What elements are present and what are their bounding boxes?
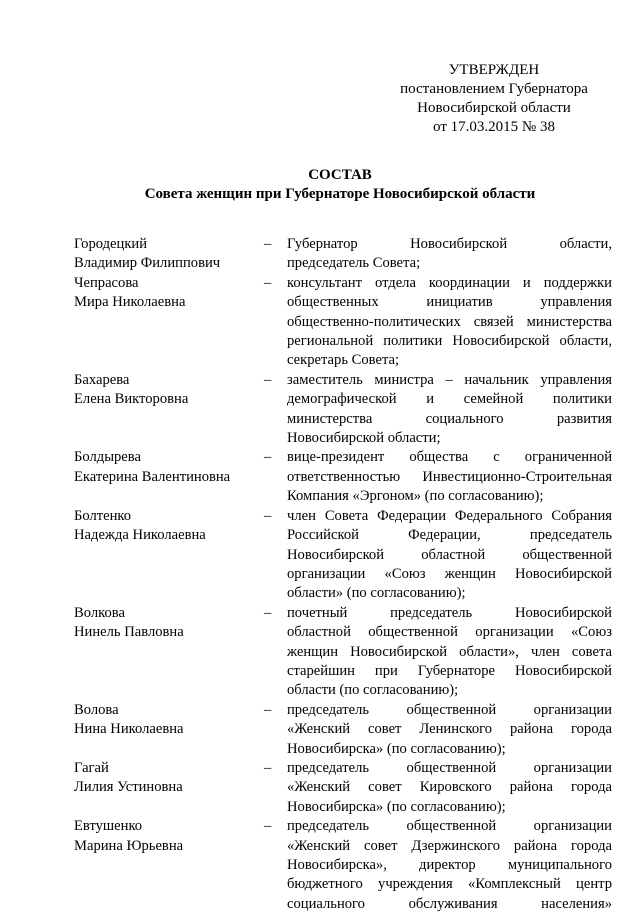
member-row <box>74 235 612 274</box>
member-dash: – <box>264 449 272 466</box>
member-dash: – <box>264 236 272 252</box>
member-role-line: демографической и семейной политики <box>287 391 612 408</box>
document-subtitle: Совета женщин при Губернаторе Новосибирской области <box>144 186 536 202</box>
member-name <box>74 817 264 914</box>
member-role-line: Новосибирской области; <box>287 430 441 447</box>
member-role-line: почетный председатель Новосибирской <box>287 604 612 621</box>
member-row <box>74 371 612 449</box>
member-surname: Болдырева <box>74 449 141 466</box>
member-role <box>287 274 612 371</box>
member-role-line: секретарь Совета; <box>287 352 400 369</box>
member-role-line: Компания «Эргоном» (по согласованию); <box>287 488 544 505</box>
member-role-line: области (по согласованию); <box>287 682 459 699</box>
member-role-line: Новосибирской областной общественной <box>287 546 612 563</box>
member-dash: – <box>264 759 272 776</box>
member-role-line: консультант отдела координации и поддержки <box>287 274 612 291</box>
member-dash: – <box>264 701 272 718</box>
member-role-line: областной общественной организации «Союз <box>287 624 612 641</box>
member-dash: – <box>264 507 272 524</box>
member-role-line: председатель общественной организации <box>287 759 612 776</box>
member-surname: Бахарева <box>74 371 130 388</box>
approval-line: Новосибирской области <box>417 100 571 116</box>
member-role-line: председатель общественной организации <box>287 701 612 718</box>
member-surname: Волкова <box>74 604 125 621</box>
member-role-line: «Женский совет Ленинского района города <box>287 721 612 738</box>
member-row <box>74 274 612 371</box>
member-row <box>74 507 612 604</box>
member-role-line: председатель Совета; <box>287 255 421 272</box>
member-role-line: председатель общественной организации <box>287 818 612 835</box>
member-role-line: министерства социального развития <box>287 410 612 427</box>
document-title: СОСТАВ <box>308 167 372 183</box>
approval-line: постановлением Губернатора <box>400 81 588 97</box>
member-dash: – <box>264 604 272 621</box>
member-role <box>287 448 612 506</box>
member-role-line: «Женский совет Дзержинского района города <box>287 837 612 854</box>
member-surname: Болтенко <box>74 507 132 524</box>
approval-stamp <box>380 61 608 137</box>
member-role-line: старейшин при Губернаторе Новосибирской <box>287 662 612 679</box>
document-heading <box>0 166 640 204</box>
member-role-line: Губернатор Новосибирской области, <box>287 236 612 252</box>
member-surname: Городецкий <box>74 236 148 252</box>
member-role-line: социального обслуживания населения» <box>287 895 612 912</box>
member-given: Марина Юрьевна <box>74 837 184 854</box>
member-role <box>287 371 612 449</box>
member-given: Екатерина Валентиновна <box>74 468 231 485</box>
member-role <box>287 235 612 274</box>
member-role <box>287 759 612 817</box>
member-role-line: Новосибирска» (по согласованию); <box>287 740 506 757</box>
member-role-line: «Женский совет Кировского района города <box>287 779 612 796</box>
member-given: Владимир Филиппович <box>74 255 221 272</box>
approval-line: УТВЕРЖДЕН <box>448 62 540 78</box>
member-given: Нинель Павловна <box>74 624 184 641</box>
member-dash: – <box>264 371 272 388</box>
member-role-line: заместитель министра – начальник управления <box>287 371 612 388</box>
member-name <box>74 604 264 701</box>
member-surname: Чепрасова <box>74 274 139 291</box>
member-row <box>74 604 612 701</box>
member-row <box>74 448 612 506</box>
member-name <box>74 701 264 759</box>
member-role-line: общественных инициатив управления <box>287 294 612 311</box>
member-name <box>74 274 264 371</box>
member-name <box>74 507 264 604</box>
member-role-line: общественно-политических связей министерства <box>287 313 612 330</box>
member-role-line: Новосибирска» (по согласованию); <box>287 798 506 815</box>
member-role-line: региональной политики Новосибирской области, <box>287 333 612 350</box>
member-given: Елена Викторовна <box>74 391 189 408</box>
members-list <box>74 235 612 914</box>
member-dash: – <box>264 818 272 835</box>
member-role-line: Новосибирска», директор муниципального <box>287 857 612 873</box>
member-role <box>287 701 612 759</box>
member-name <box>74 371 264 449</box>
member-role <box>287 507 612 604</box>
member-name <box>74 235 264 274</box>
member-role-line: Российской Федерации, председатель <box>287 527 612 544</box>
member-name <box>74 448 264 506</box>
member-given: Лилия Устиновна <box>74 779 183 796</box>
member-role-line: ответственностью Инвестиционно-Строительная <box>287 468 612 485</box>
member-role-line: организации «Союз женщин Новосибирской <box>287 565 612 582</box>
member-surname: Волова <box>74 701 119 718</box>
member-role-line: женщин Новосибирской области», член совета <box>287 643 612 660</box>
member-role <box>287 817 612 914</box>
member-surname: Евтушенко <box>74 818 143 835</box>
member-dash: – <box>264 274 272 291</box>
member-role-line: вице-президент общества с ограниченной <box>287 449 612 466</box>
approval-line: от 17.03.2015 № 38 <box>433 119 555 135</box>
member-given: Нина Николаевна <box>74 721 184 738</box>
member-given: Мира Николаевна <box>74 294 186 311</box>
member-surname: Гагай <box>74 759 109 776</box>
member-name <box>74 759 264 817</box>
member-row <box>74 759 612 817</box>
member-role-line: области» (по согласованию); <box>287 585 466 602</box>
member-given: Надежда Николаевна <box>74 527 206 544</box>
member-role-line: бюджетного учреждения «Комплексный центр <box>287 876 612 893</box>
member-row <box>74 817 612 914</box>
member-role <box>287 604 612 701</box>
member-role-line: член Совета Федерации Федерального Собрания <box>287 507 612 524</box>
member-row <box>74 701 612 759</box>
